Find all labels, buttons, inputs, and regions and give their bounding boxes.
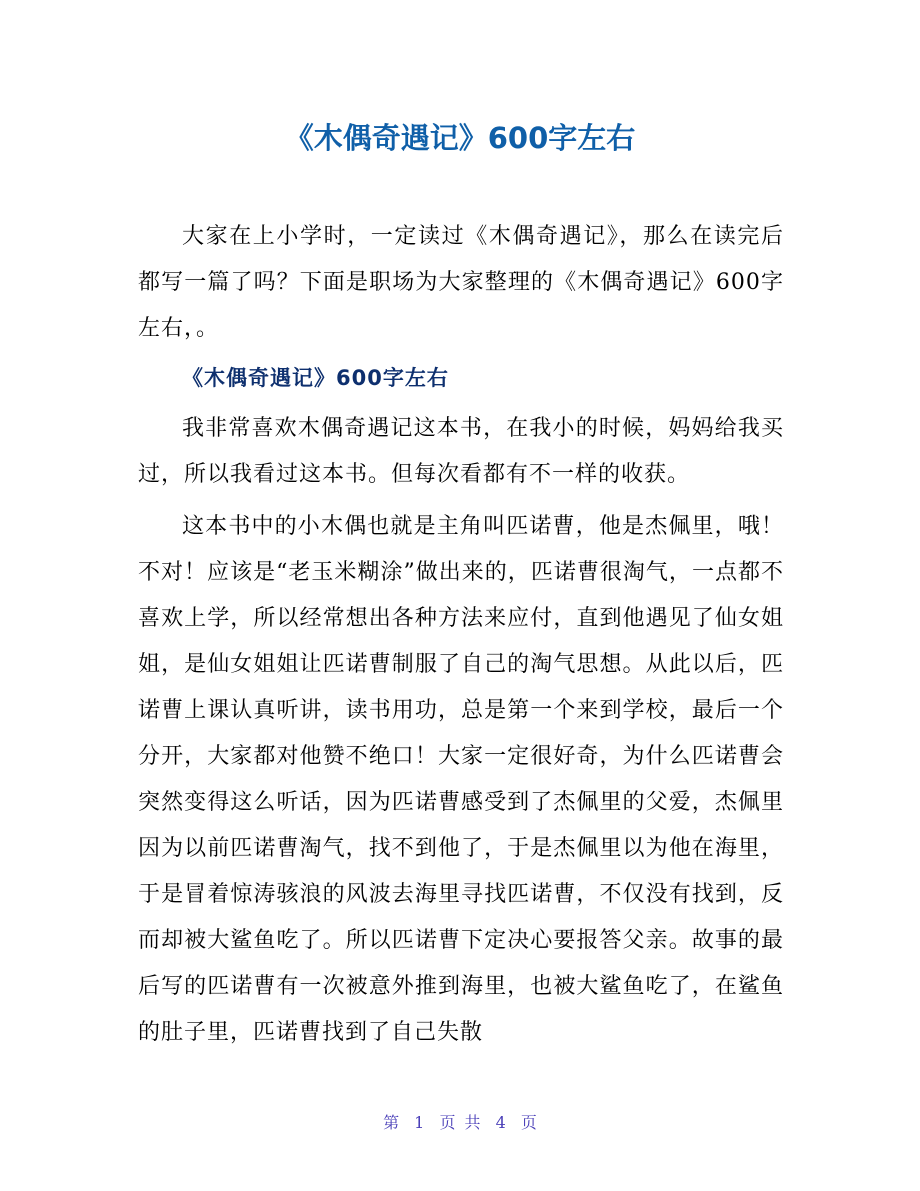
body-paragraph: 这本书中的小木偶也就是主角叫匹诺曹，他是杰佩里，哦！不对！应该是“老玉米糊涂”做出来的，匹诺曹很淘气，一点都不喜欢上学，所以经常想出各种方法来应付，直到他遇见了仙女姐姐，是仙女姐姐让匹诺曹制服了自己的淘气思想。从此以后，匹诺曹上课认真听讲，读书用功，总是第一个来到学校，最后一个分开，大家都对他赞不绝口！大家一定很好奇，为什么匹诺曹会突然变得这么听话，因为匹诺曹感受到了杰佩里的父爱，杰佩里因为以前匹诺曹淘气，找不到他了，于是杰佩里以为他在海里，于是冒着惊涛骇浪的风波去海里寻找匹诺曹，不仅没有找到，反而却被大鲨鱼吃了。所以匹诺曹下定决心要报答父亲。故事的最后写的匹诺曹有一次被意外推到海里，也被大鲨鱼吃了，在鲨鱼的肚子里，匹诺曹找到了自己失散: [138, 514, 784, 1045]
page-footer: [0, 1110, 920, 1133]
section-heading: 《木偶奇遇记》600字左右: [182, 366, 449, 390]
footer-current-page: 1: [414, 1113, 425, 1132]
footer-label-end: 页: [520, 1113, 537, 1132]
intro-paragraph: 大家在上小学时，一定读过《木偶奇遇记》，那么在读完后都写一篇了吗？下面是职场为大家整理的《木偶奇遇记》600字左右，。: [138, 224, 784, 341]
footer-label-page: 第: [383, 1113, 400, 1132]
footer-total-pages: 4: [495, 1113, 506, 1132]
document-title: 《木偶奇遇记》600字左右: [284, 121, 636, 155]
body-paragraph: 我非常喜欢木偶奇遇记这本书，在我小的时候，妈妈给我买过，所以我看过这本书。但每次看都有不一样的收获。: [138, 416, 784, 487]
footer-label-of: 页 共: [439, 1113, 481, 1132]
document-body: [138, 214, 784, 1062]
